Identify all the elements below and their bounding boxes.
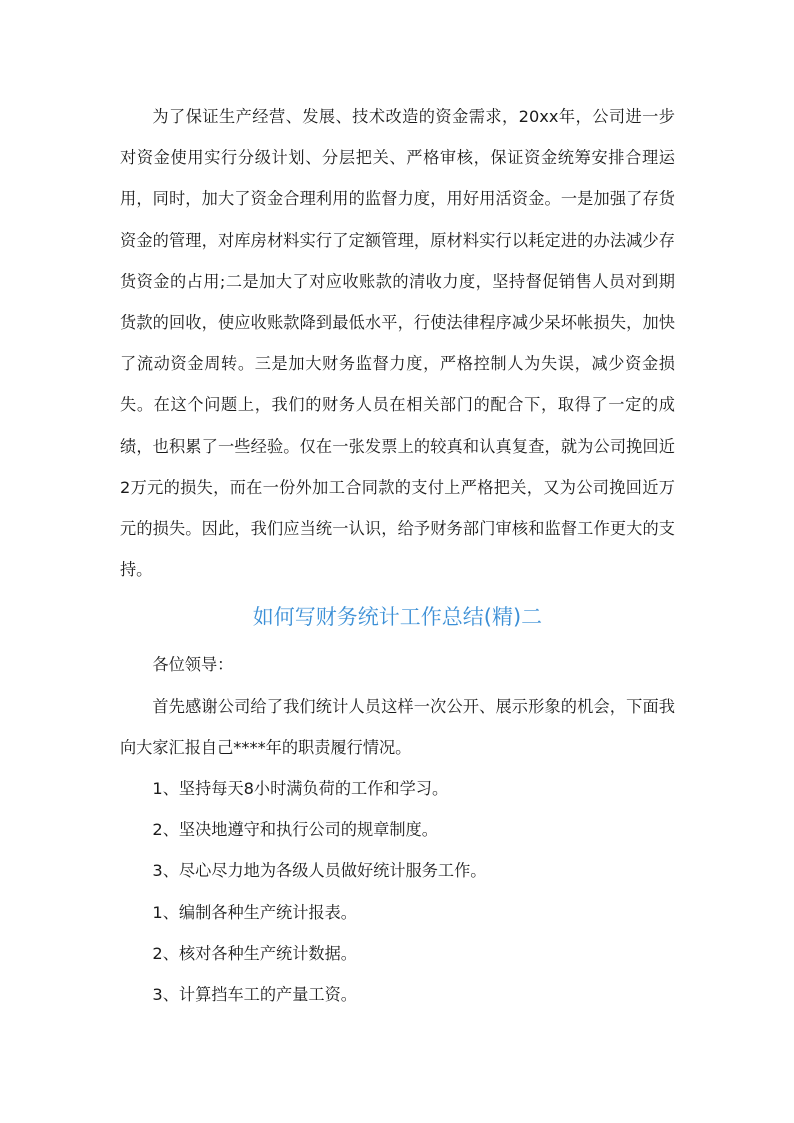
list-item: 1、编制各种生产统计报表。 (152, 902, 357, 922)
document-page (120, 96, 675, 1015)
list-item: 3、尽心尽力地为各级人员做好统计服务工作。 (152, 861, 487, 881)
body-paragraph-intro: 首先感谢公司给了我们统计人员这样一次公开、展示形象的机会，下面我向大家汇报自己****年的职责履行情况。 (120, 696, 675, 757)
list-item: 3、计算挡车工的产量工资。 (152, 985, 357, 1005)
list-item: 2、坚决地遵守和执行公司的规章制度。 (152, 820, 438, 840)
salutation: 各位领导： (152, 655, 234, 675)
list-item: 1、坚持每天8小时满负荷的工作和学习。 (152, 779, 449, 799)
section-title: 如何写财务统计工作总结(精)二 (252, 605, 543, 630)
list-item: 2、核对各种生产统计数据。 (152, 943, 357, 963)
body-paragraph-funds: 为了保证生产经营、发展、技术改造的资金需求，20xx年，公司进一步对资金使用实行分级计划、分层把关、严格审核，保证资金统筹安排合理运用，同时，加大了资金合理利用的监督力度，用好用活资金。一是加强了存货资金的管理，对库房材料实行了定额管理，原材料实行以耗定进的办法减少存货资金的占用;二是加大了对应收账款的清收力度，坚持督促销售人员对到期货款的回收，使应收账款降到最低水平，行使法律程序减少呆坏帐损失，加快了流动资金周转。三是加大财务监督力度，严格控制人为失误，减少资金损失。在这个问题上，我们的财务人员在相关部门的配合下，取得了一定的成绩，也积累了一些经验。仅在一张发票上的较真和认真复查，就为公司挽回近2万元的损失，而在一份外加工合同款的支付上严格把关，又为公司挽回近万元的损失。因此，我们应当统一认识，给予财务部门审核和监督工作更大的支持。 (120, 107, 675, 580)
